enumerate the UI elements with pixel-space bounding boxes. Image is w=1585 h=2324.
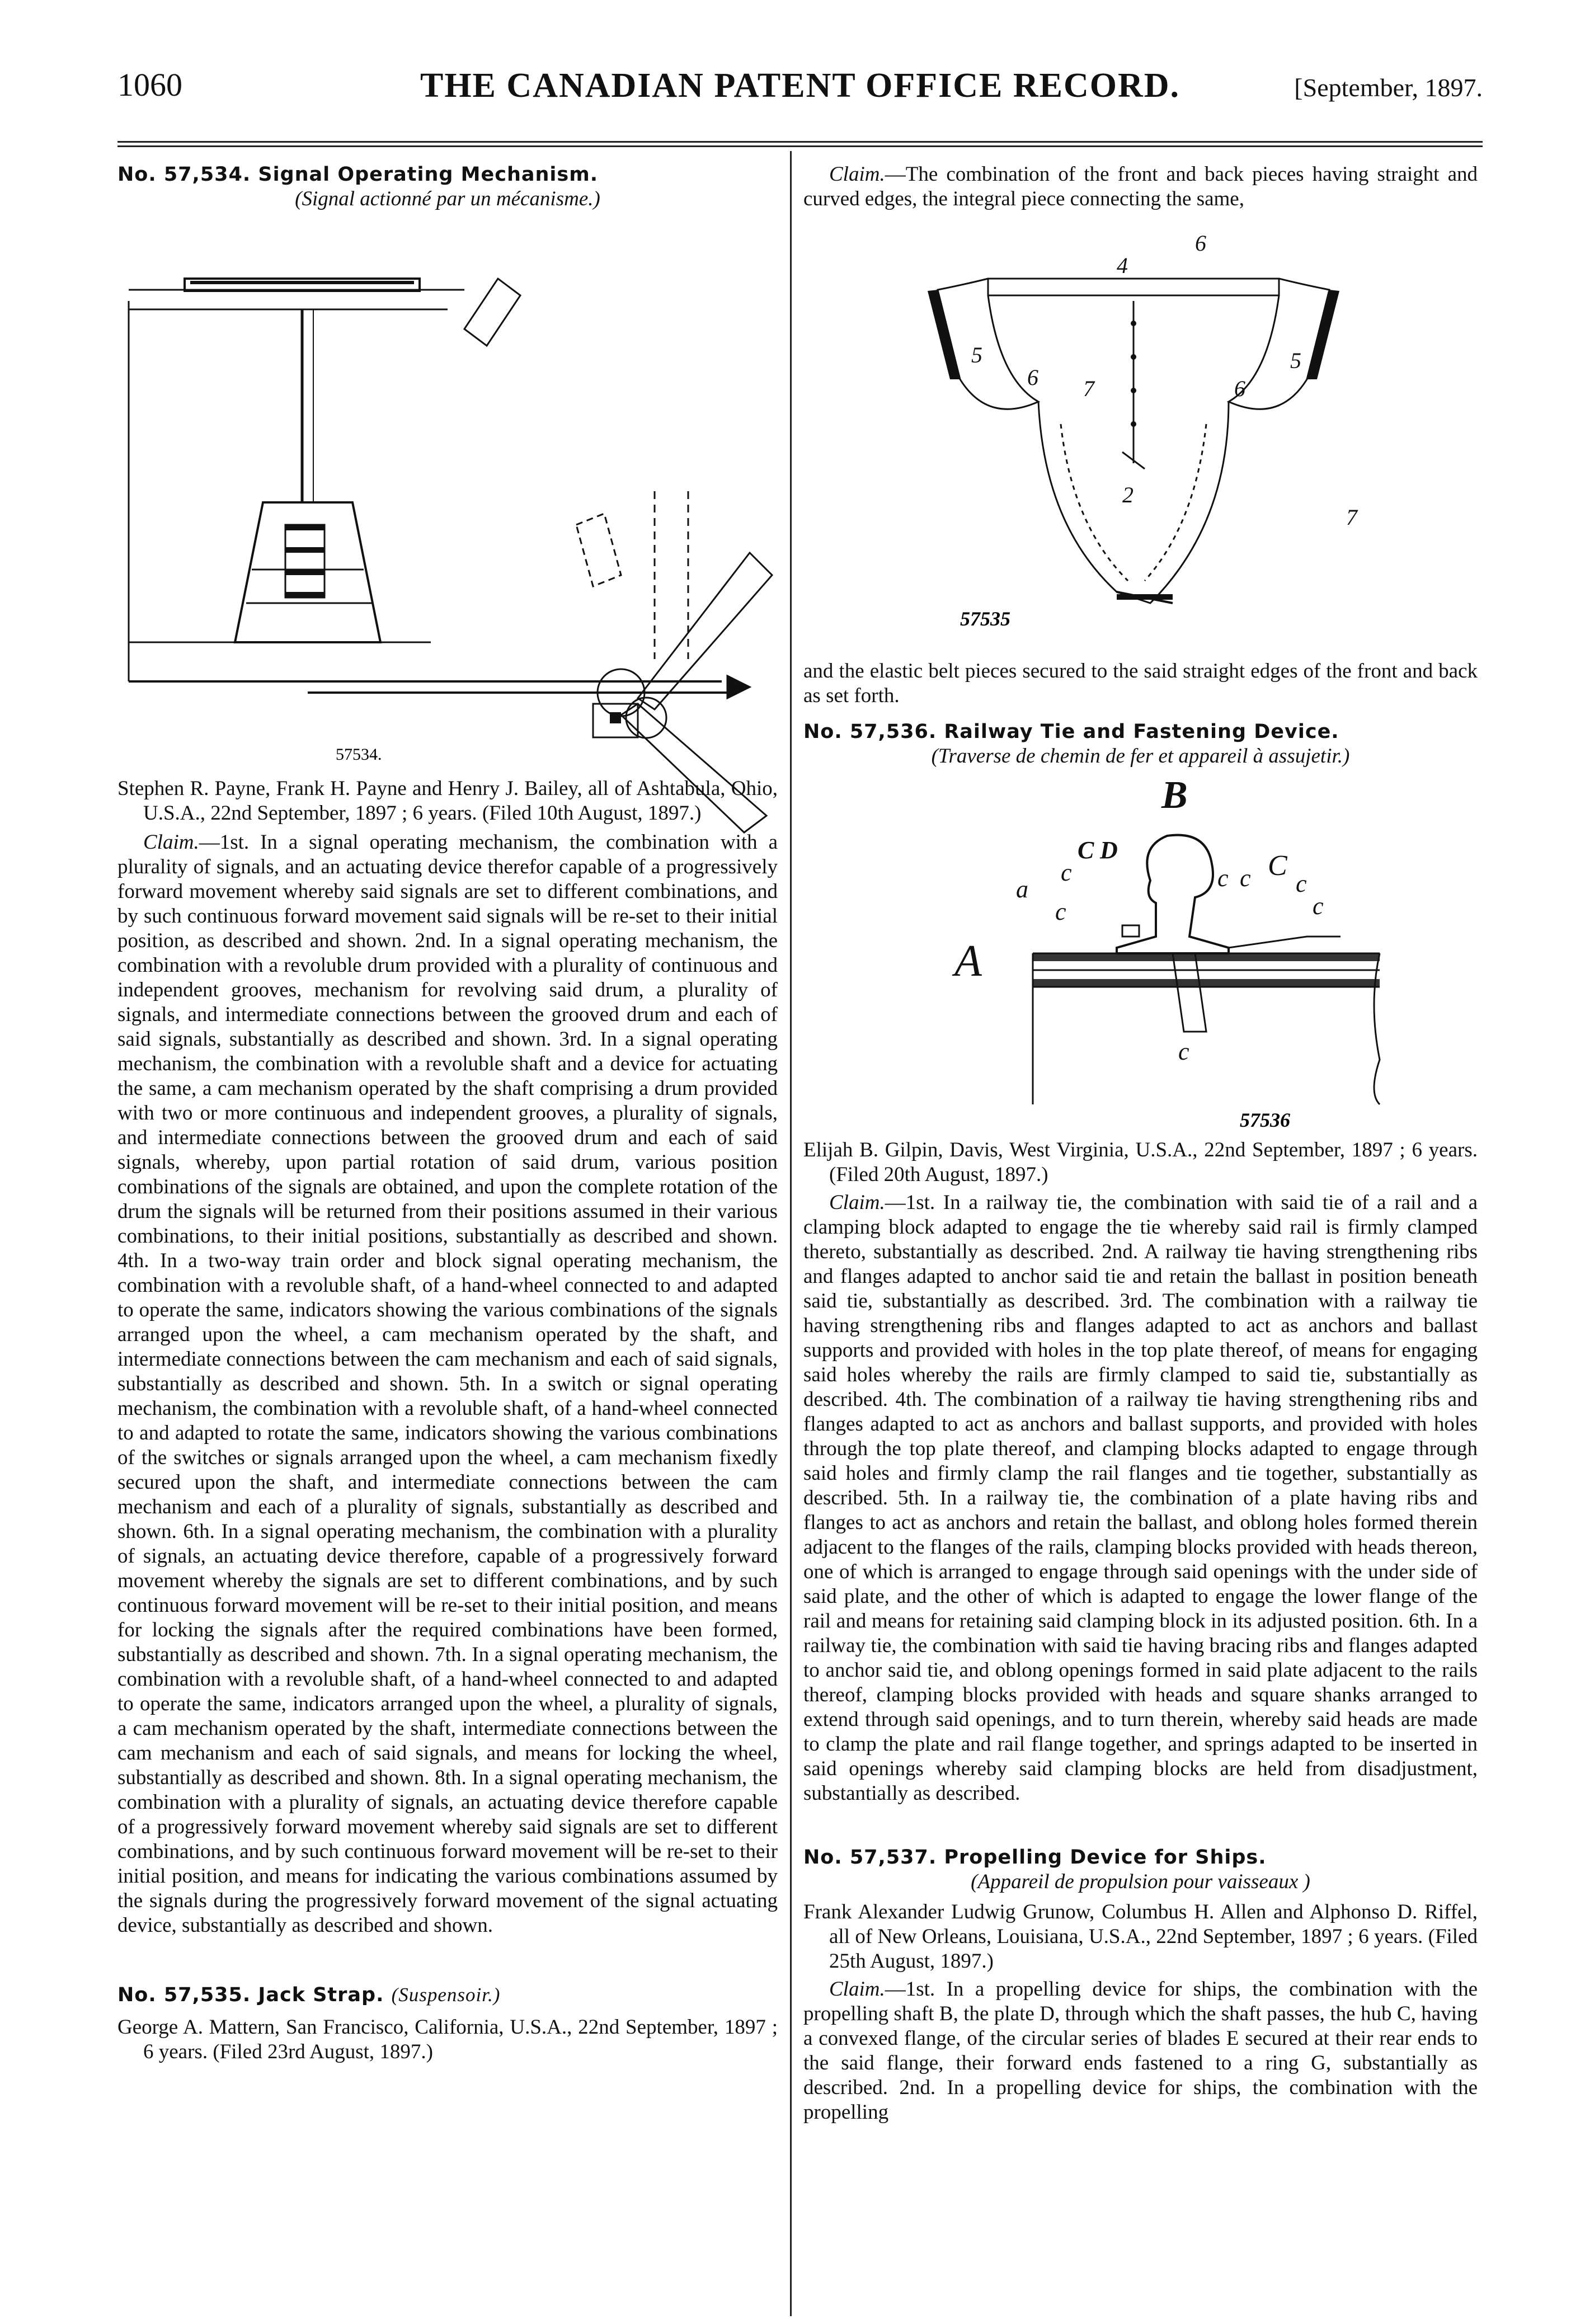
claim-label: Claim. [829,163,885,186]
rail-label: A [954,937,982,986]
figure-57536-number: 57536 [1240,1109,1290,1131]
jack-strap-label: 6 [1234,376,1245,401]
column-divider [790,151,792,2316]
jack-strap-label: 6 [1195,230,1206,256]
figure-57535-number: 57535 [960,608,1010,630]
patent-57536-subtitle: (Traverse de chemin de fer et appareil à assujetir.) [931,745,1350,768]
rail-label: C [1268,850,1287,882]
patent-57537-subtitle: (Appareil de propulsion pour vaisseaux ) [971,1870,1310,1893]
jack-strap-label: 7 [1083,376,1094,401]
page-header [117,66,1483,111]
jack-strap-label: 4 [1117,253,1128,278]
railway-tie-drawing [803,769,1478,1138]
figure-57534-number: 57534. [336,745,382,764]
claim-label: Claim. [143,831,199,854]
figure-57534 [117,211,778,764]
claim-body: —1st. In a railway tie, the combination with said tie of a rail and a clamping block adapted to engage the tie whereby said rail is firmly clamped thereto, substantially as described. 2nd. A railway tie having strengthening ribs and flanges adapted to anchor said tie and retain the ballast in position beneath said tie, substantially as described. 3rd. The combination with a railway tie having strengthening ribs and flanges adapted to act as anchors and ballast supports and provided with holes in the top plate thereof, of means for engaging said holes whereby the rails are firmly clamped to said tie, substantially as described. 4th. The combination of a railway tie having strengthening ribs and flanges adapted to act as anchors and ballast supports, and provided with holes through the top plate thereof, and clamping blocks adapted to engage through said holes and firmly clamp the rail flanges and tie together, substantially as described. 5th. In a railway tie, the combination of a plate having ribs and flanges to act as anchors and retain the ballast, and oblong holes formed therein adjacent to the flanges of the rails, clamping blocks provided with heads thereon, one of which is arranged to engage through said openings with the under side of said plate, and the other of which is adapted to engage the lower flange of the rail and means for retaining said clamping block in its adjusted position. 6th. In a railway tie, the combination with said tie having bracing ribs and flanges adapted to anchor said tie, and oblong openings formed in said plate adjacent to the rails thereof, clamping blocks provided with heads and square shanks arranged to extend through said openings, and to turn therein, whereby said heads are made to clamp the plate and rail flange together, and springs adapted to be inserted in said openings whereby said clamping blocks are held from disadjustment, substantially as described. [803,1191,1478,1805]
claim-body: —1st. In a signal operating mechanism, the combination with a plurality of signals, and an actuating device therefor capable of a progressively forward movement whereby said signals are set to different combinations, and by such continuous forward movement said signals will be re-set to their initial position, as described and shown. 2nd. In a signal operating mechanism, the combination with a revoluble drum provided with a plurality of continuous and independent grooves, mechanism for revolving said drum, a plurality of signals, and intermediate connections between the grooved drum and each of said signals, substantially as described and shown. 3rd. In a signal operating mechanism, the combination with a revoluble shaft and a device for actuating the same, a cam mechanism operated by the shaft comprising a drum provided with two or more continuous and independent grooves, a plurality of signals, and intermediate connections between the grooved drum and each of said signals, whereby, upon partial rotation of said drum, various position combinations of the signals are obtained, and upon the complete rotation of the drum the signals will be returned from their positions assumed in their various combinations, to their initial positions, substantially as described and shown. 4th. In a two-way train order and block signal operating mechanism, the combination with a revoluble shaft, of a hand-wheel connected to and adapted to operate the same, indicators showing the various combinations of the signals arranged upon the wheel, a cam mechanism operated by the shaft, and intermediate connections between the cam mechanism and each of said signals, substantially as described and shown. 5th. In a switch or signal operating mechanism, the combination with a revoluble shaft, of a hand-wheel connected to and adapted to rotate the same, indicators showing the various combinations of the switches or signals arranged upon the wheel, a cam mechanism fixedly secured upon the shaft, and intermediate connections between the cam mechanism and each of a plurality of signals, substantially as described and shown. 6th. In a signal operating mechanism, the combination with a plurality of signals, an actuating device therefore, capable of a progressively forward movement whereby the signals are set to different combinations, and by such continuous forward movement will be re-set to their initial position, and means for locking the signals after the required combinations have been formed, substantially as described and shown. 7th. In a signal operating mechanism, the combination with a revoluble shaft, of a hand-wheel connected to and adapted to operate the same, indicators arranged upon the wheel, a plurality of signals, a cam mechanism operated by the shaft, intermediate connections between the cam mechanism and each of said signals, and means for locking the wheel, substantially as described and shown. 8th. In a signal operating mechanism, the combination with a plurality of signals, an actuating device therefore capable of a progressively forward movement whereby said signals are set to different combinations, and by such continuous forward movement will be re-set to their initial position, and means for indicating the various combinations assumed by the signals during the progressively forward movement of the signal actuating device, substantially as described and shown. [117,831,778,1937]
rail-label: c [1178,1038,1189,1065]
rail-label: c [1240,864,1251,892]
patent-57535-heading [117,1983,778,2007]
rail-label: B [1161,774,1188,817]
claim-label: Claim. [829,1191,885,1214]
figure-57535 [803,211,1478,659]
rail-label: C [1078,836,1094,864]
patent-57534-heading: No. 57,534. Signal Operating Mechanism. [117,163,599,186]
patent-57537-inventors: Frank Alexander Ludwig Grunow, Columbus H. Allen and Alphonso D. Riffel, all of New Orleans, Louisiana, U.S.A., 22nd September, 1897 ; 6 years. (Filed 25th August, 1897.) [803,1900,1478,1973]
patent-57537-heading: No. 57,537. Propelling Device for Ships. [803,1846,1267,1869]
rail-label: D [1100,836,1118,864]
issue-date: [September, 1897. [1294,73,1483,102]
claim-label: Claim. [829,1978,885,2001]
figure-57536 [803,769,1478,1138]
heading-text: No. 57,535. Jack Strap. [117,1984,384,2006]
publication-title: THE CANADIAN PATENT OFFICE RECORD. [420,67,1180,105]
jack-strap-drawing [803,211,1478,659]
patent-57537-claim [803,1977,1478,2125]
patent-57536-claim [803,1191,1478,1806]
rail-label: a [1016,876,1028,903]
rail-label: c [1055,898,1066,925]
right-column [803,162,1478,2125]
page-number: 1060 [117,67,182,103]
left-column [117,162,778,2064]
header-rule [117,141,1483,143]
patent-57535-claim-end: and the elastic belt pieces secured to the said straight edges of the front and back as set forth. [803,660,1478,707]
patent-57535-inventors: George A. Mattern, San Francisco, California, U.S.A., 22nd September, 1897 ; 6 years. (Filed 23rd August, 1897.) [117,2016,778,2063]
patent-57534-inventors: Stephen R. Payne, Frank H. Payne and Henry J. Bailey, all of Ashtabula, Ohio, U.S.A., 22nd September, 1897 ; 6 years. (Filed 10th August, 1897.) [117,777,778,825]
jack-strap-label: 7 [1346,505,1357,530]
patent-57534-subtitle: (Signal actionné par un mécanisme.) [295,187,600,210]
patent-57536-inventors: Elijah B. Gilpin, Davis, West Virginia, U.S.A., 22nd September, 1897 ; 6 years. (Filed 20th August, 1897.) [803,1139,1478,1186]
jack-strap-label: 5 [1290,348,1301,373]
claim-body: —1st. In a propelling device for ships, the combination with the propelling shaft B, the plate D, through which the shaft passes, the hub C, having a convexed flange, of the circular series of blades E secured at their rear ends to the said flange, their forward ends fastened to a ring G, substantially as described. 2nd. In a propelling device for ships, the combination with the propelling [803,1978,1478,2124]
patent-57535-claim [803,162,1478,211]
jack-strap-label: 2 [1122,482,1134,507]
signal-mechanism-drawing [117,211,778,764]
rail-label: c [1217,864,1229,892]
jack-strap-label: 6 [1027,365,1038,390]
jack-strap-label: 5 [971,342,982,368]
header-rule-thin [117,145,1483,147]
rail-label: c [1061,859,1072,886]
heading-subtitle: (Suspensoir.) [391,1984,501,2006]
rail-label: c [1296,870,1307,897]
claim-body: —The combination of the front and back pieces having straight and curved edges, the integral piece connecting the same, [803,163,1478,210]
patent-57534-claim [117,830,778,1938]
patent-57536-heading: No. 57,536. Railway Tie and Fastening Device. [803,721,1339,743]
rail-label: c [1313,892,1324,920]
